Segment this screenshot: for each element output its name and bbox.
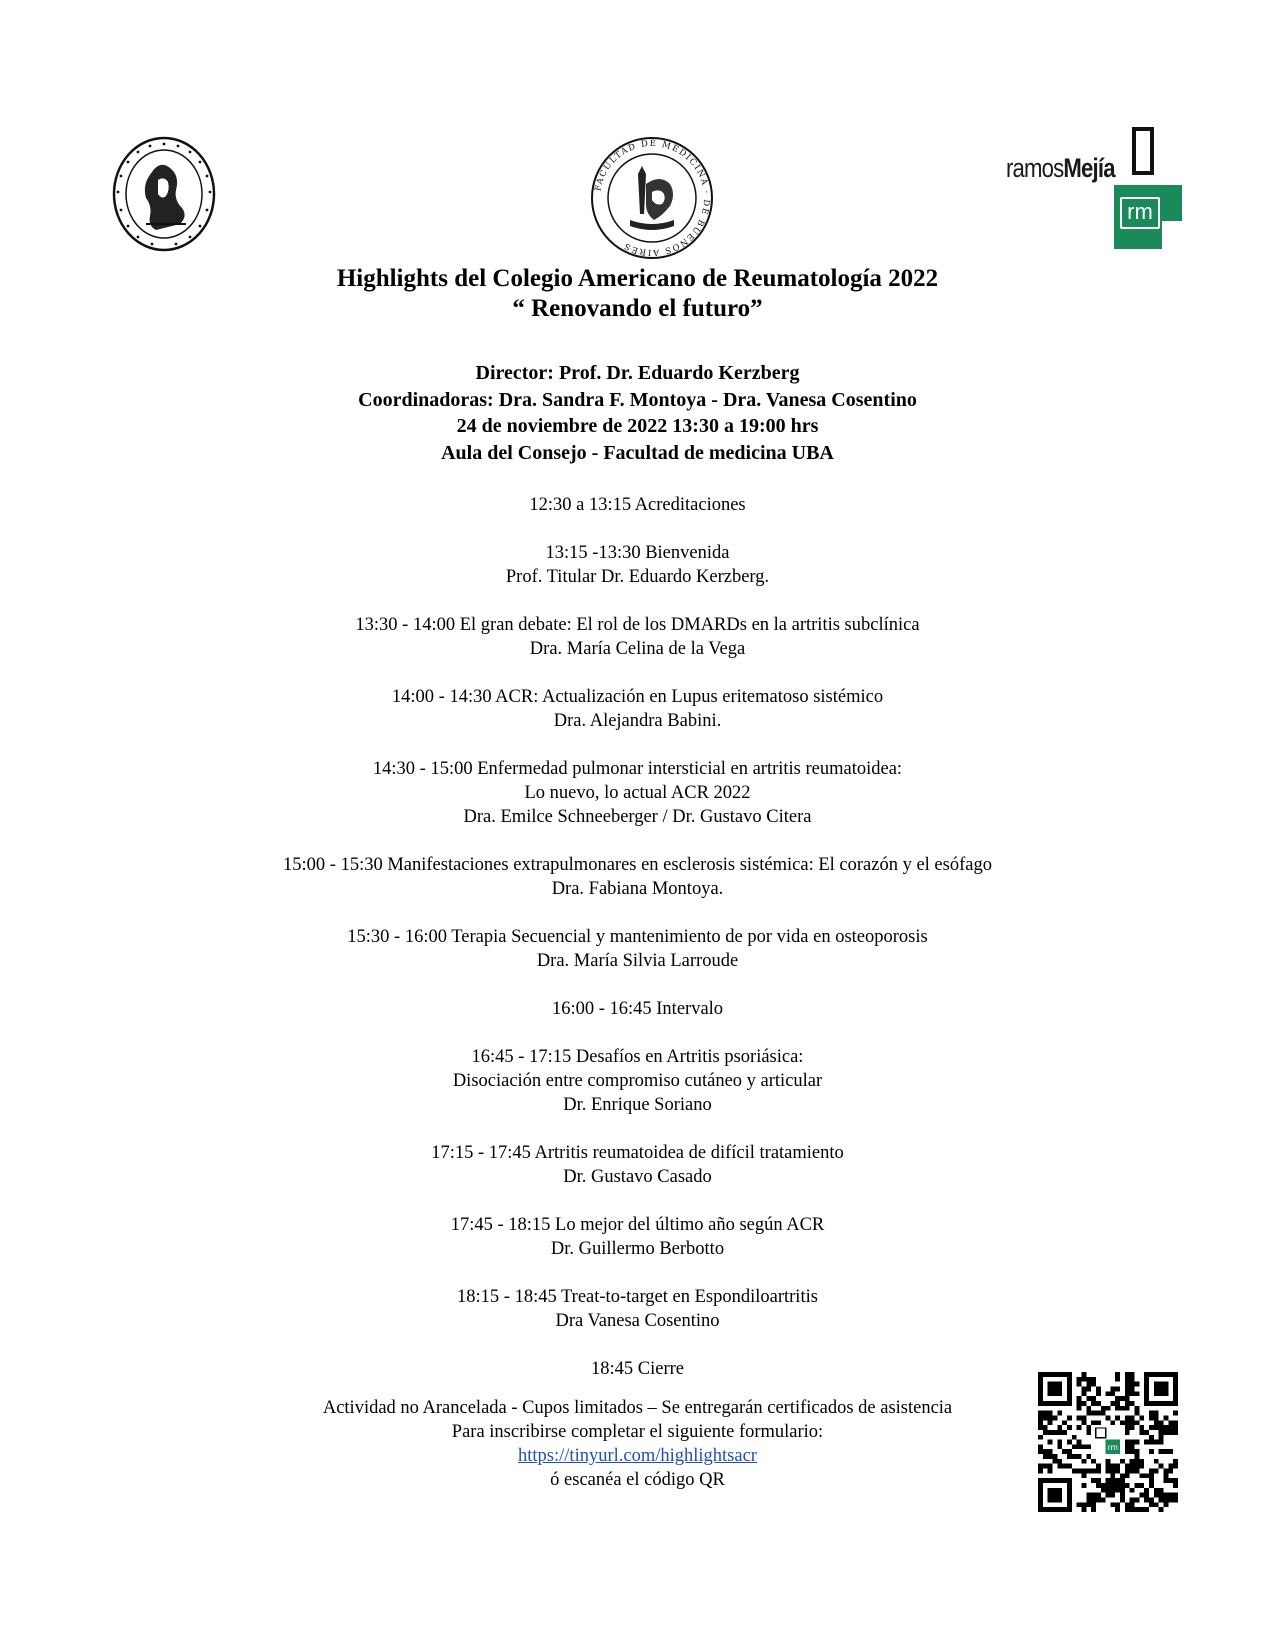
schedule-item — [0, 853, 1275, 901]
ramos-mejia-logo — [1006, 125, 1186, 253]
schedule-item-detail: Dra. María Celina de la Vega — [529, 639, 746, 659]
schedule-item-title: 14:30 - 15:00 Enfermedad pulmonar intersticial en artritis reumatoidea: — [372, 759, 903, 779]
schedule-item-title: 15:00 - 15:30 Manifestaciones extrapulmonares en esclerosis sistémica: El corazón y el esófago — [283, 855, 992, 875]
schedule-item — [0, 613, 1275, 661]
fmed-ring-text: FACULTAD DE MEDICINA · DE BUENOS AIRES — [593, 138, 712, 258]
schedule-item-detail: Dr. Enrique Soriano — [563, 1095, 712, 1115]
logo-green-block-small — [1162, 185, 1182, 221]
schedule-item — [0, 493, 1275, 517]
schedule-item — [0, 1285, 1275, 1333]
logo-box-icon — [1132, 127, 1154, 175]
schedule-item-title: 17:15 - 17:45 Artritis reumatoidea de difícil tratamiento — [431, 1143, 844, 1163]
schedule-item-detail: Dra. Alejandra Babini. — [553, 711, 722, 731]
rm-mark-icon: rm — [1120, 197, 1160, 229]
schedule-item-title: 12:30 a 13:15 Acreditaciones — [529, 495, 746, 515]
schedule-item-title: 18:15 - 18:45 Treat-to-target en Espondiloartritis — [457, 1287, 818, 1307]
facultad-de-medicina-seal-logo — [590, 136, 714, 260]
date-line: 24 de noviembre de 2022 13:30 a 19:00 hrs — [456, 415, 819, 437]
registration-instructions: Para inscribirse completar el siguiente formulario: — [451, 1422, 824, 1442]
schedule-item-title: 13:30 - 14:00 El gran debate: El rol de los DMARDs en la artritis subclínica — [355, 615, 920, 635]
fee-notice: Actividad no Arancelada - Cupos limitados – Se entregarán certificados de asistencia — [322, 1398, 953, 1418]
schedule — [0, 493, 1275, 1405]
schedule-item — [0, 1141, 1275, 1189]
schedule-item-detail: Dra. Emilce Schneeberger / Dr. Gustavo Citera — [463, 807, 812, 827]
schedule-item — [0, 1213, 1275, 1261]
event-info-block — [0, 360, 1275, 466]
schedule-item-detail: Dr. Guillermo Berbotto — [550, 1239, 725, 1259]
schedule-item-title: 17:45 - 18:15 Lo mejor del último año según ACR — [450, 1215, 825, 1235]
qr-center-mark: rm — [1107, 1442, 1118, 1453]
schedule-item — [0, 925, 1275, 973]
qr-code-icon[interactable] — [1038, 1372, 1178, 1512]
coordinators-line: Coordinadoras: Dra. Sandra F. Montoya - Dra. Vanesa Cosentino — [358, 388, 917, 411]
qr-instructions: ó escanéa el código QR — [550, 1470, 725, 1490]
ramos-mejia-wordmark: ramosMejía — [1006, 153, 1115, 183]
schedule-item-detail: Prof. Titular Dr. Eduardo Kerzberg. — [505, 567, 770, 587]
schedule-item — [0, 997, 1275, 1021]
schedule-item-detail: Dra. María Silvia Larroude — [536, 951, 739, 971]
schedule-item-title: 16:00 - 16:45 Intervalo — [551, 999, 724, 1019]
schedule-item-detail: Dra Vanesa Cosentino — [555, 1311, 720, 1331]
schedule-item-title: 14:00 - 14:30 ACR: Actualización en Lupus eritematoso sistémico — [391, 687, 884, 707]
schedule-item-detail: Dr. Gustavo Casado — [563, 1167, 712, 1187]
schedule-item-detail: Disociación entre compromiso cutáneo y articular — [452, 1071, 823, 1091]
schedule-item-title: 18:45 Cierre — [591, 1359, 684, 1379]
director-line: Director: Prof. Dr. Eduardo Kerzberg — [475, 362, 800, 384]
schedule-item — [0, 757, 1275, 829]
venue-line: Aula del Consejo - Facultad de medicina UBA — [441, 441, 834, 464]
schedule-item-title: 16:45 - 17:15 Desafíos en Artritis psoriásica: — [471, 1047, 804, 1067]
schedule-item-title: 15:30 - 16:00 Terapia Secuencial y mantenimiento de por vida en osteoporosis — [347, 927, 928, 947]
event-title: Highlights del Colegio Americano de Reumatología 2022 — [336, 265, 939, 292]
schedule-item — [0, 685, 1275, 733]
schedule-item — [0, 1045, 1275, 1117]
schedule-item-title: 13:15 -13:30 Bienvenida — [545, 543, 730, 563]
registration-link[interactable]: https://tinyurl.com/highlightsacr — [518, 1446, 757, 1466]
event-subtitle: “ Renovando el futuro” — [512, 295, 763, 322]
schedule-item-detail: Dra. Fabiana Montoya. — [551, 879, 724, 899]
event-title-block — [0, 264, 1275, 324]
schedule-item — [0, 541, 1275, 589]
schedule-item-detail: Lo nuevo, lo actual ACR 2022 — [524, 783, 751, 803]
uba-seal-logo — [112, 136, 216, 252]
